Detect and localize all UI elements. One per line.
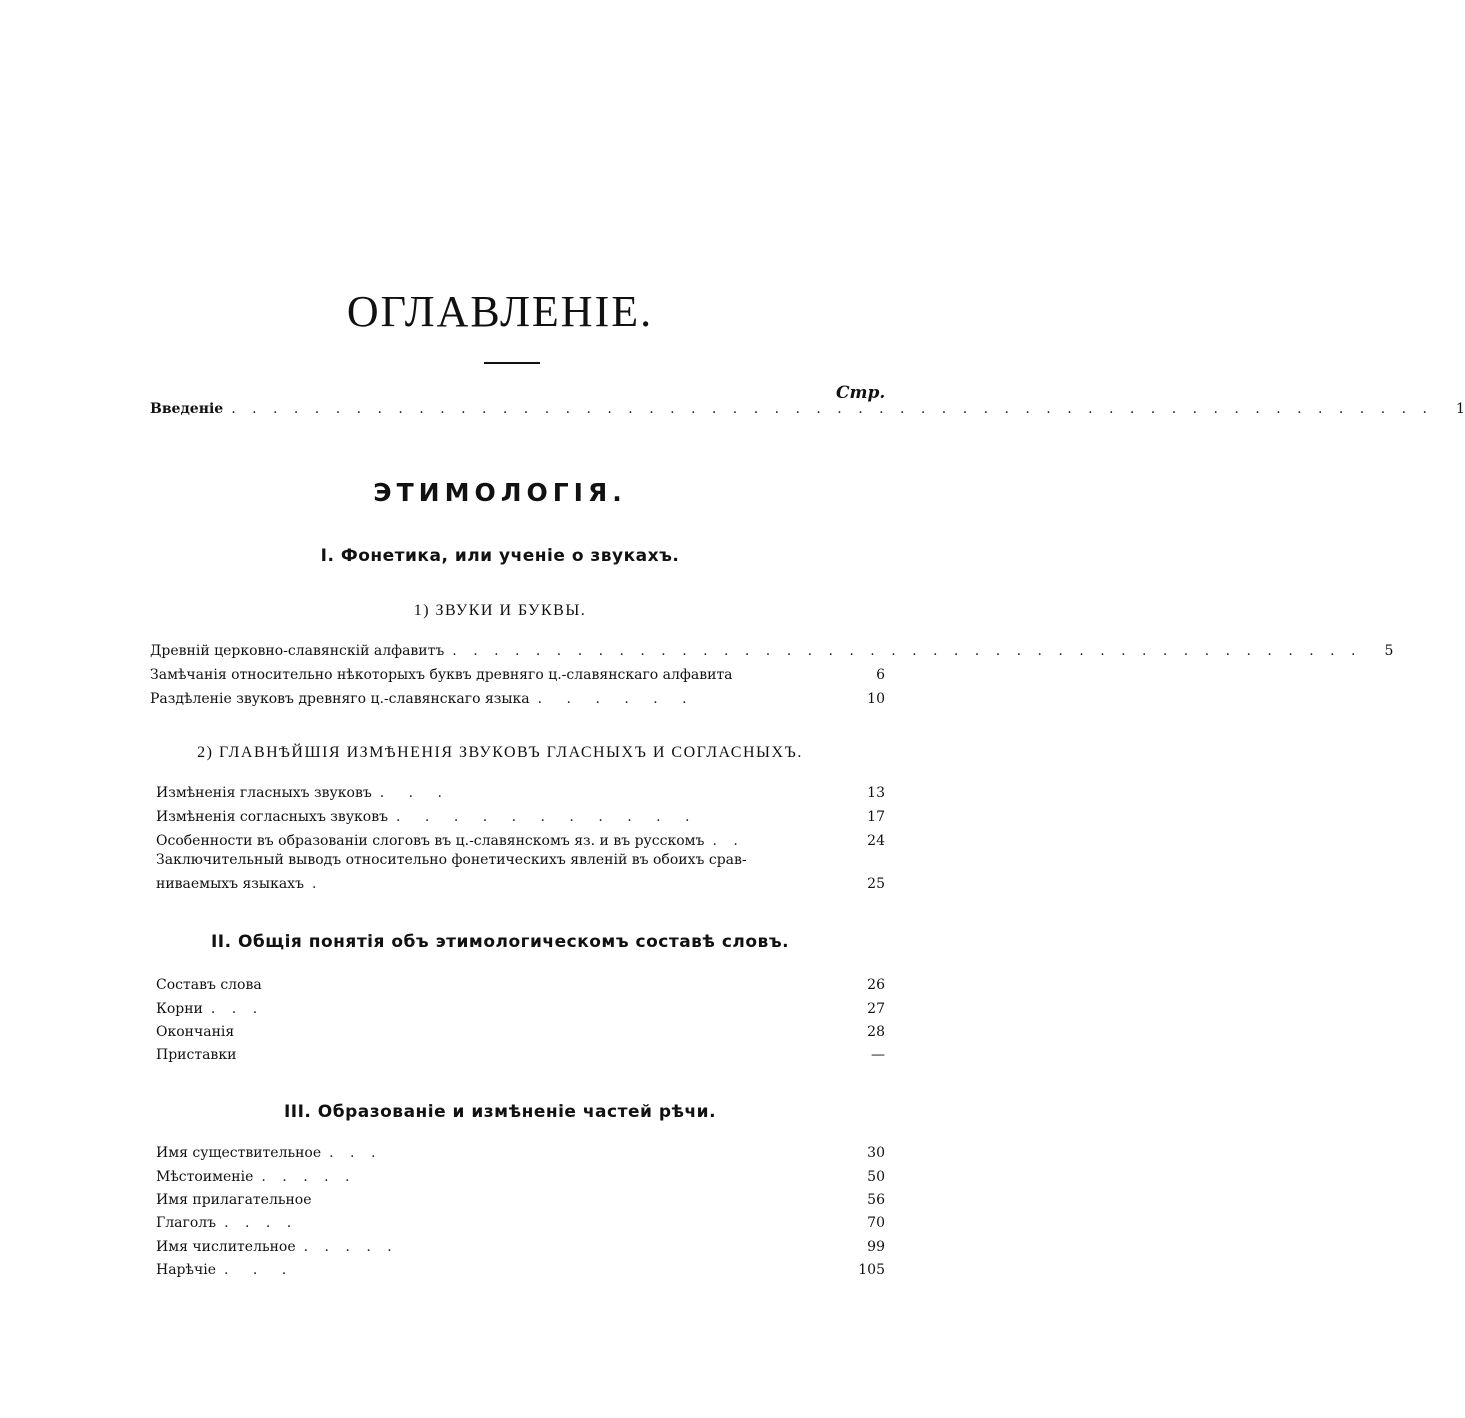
toc-entry-label: Измѣненія согласныхъ звуковъ: [156, 809, 389, 825]
toc-entry-page: 26: [867, 977, 885, 993]
toc-entry-page: 30: [867, 1145, 885, 1161]
toc-entry[interactable]: [150, 686, 885, 708]
toc-entry[interactable]: [156, 1210, 885, 1232]
toc-entry[interactable]: [156, 804, 885, 826]
toc-entry-label: Измѣненія гласныхъ звуковъ: [156, 785, 372, 801]
toc-entry-page: 13: [867, 785, 885, 801]
leader-dots: . . .: [223, 1262, 297, 1278]
toc-entry-page: 25: [867, 876, 885, 892]
toc-entry-page: 56: [867, 1192, 885, 1208]
toc-entry-page: 105: [858, 1262, 885, 1278]
toc-entry-intro[interactable]: [150, 396, 1465, 418]
toc-entry[interactable]: [156, 1257, 885, 1279]
subsection-title: 2) ГЛАВНѢЙШІЯ ИЗМѢНЕНІЯ ЗВУКОВЪ ГЛАСНЫХЪ И СОГЛАСНЫХЪ.: [197, 744, 803, 761]
toc-entry[interactable]: [150, 662, 885, 684]
leader-dots: . . . . . .: [537, 691, 697, 707]
leader-dots: . . . . . . . . . . . . . . . . . . . . . . . . . . . . . . . . . . . . . . . . . . . . . . . . . . . . . . . . . .: [231, 401, 1433, 417]
toc-entry[interactable]: [156, 828, 885, 850]
toc-entry[interactable]: [156, 1019, 885, 1041]
toc-entry[interactable]: [156, 1187, 885, 1209]
toc-entry-page: 6: [876, 667, 885, 683]
page-title: ОГЛАВЛЕНІЕ.: [346, 287, 654, 336]
toc-entry-page: —: [871, 1047, 885, 1063]
toc-entry-label: Глаголъ: [156, 1215, 217, 1231]
section-title: ЭТИМОЛОГІЯ.: [373, 478, 627, 507]
toc-entry-multiline[interactable]: [156, 848, 885, 896]
toc-entry-label: Особенности въ образованіи слоговъ въ ц.-славянскомъ яз. и въ русскомъ: [156, 833, 705, 849]
toc-entry-page: 17: [867, 809, 885, 825]
part-title: III. Образованіе и измѣненіе частей рѣчи.: [283, 1102, 717, 1122]
toc-entry[interactable]: [150, 638, 1394, 660]
toc-entry[interactable]: [156, 780, 885, 802]
toc-entry-label: Нарѣчіе: [156, 1262, 216, 1278]
leader-dots: . . .: [379, 785, 453, 801]
toc-entry-label: Окончанія: [156, 1024, 235, 1040]
leader-dots: . . .: [329, 1145, 382, 1161]
toc-entry[interactable]: [156, 1042, 885, 1064]
toc-entry-label: Имя существительное: [156, 1145, 322, 1161]
toc-entry-page: 27: [867, 1001, 885, 1017]
part-title: II. Общія понятія объ этимологическомъ составѣ словъ.: [210, 932, 790, 952]
toc-entry-label-line2: ниваемыхъ языкахъ: [156, 876, 304, 892]
toc-entry[interactable]: [156, 1234, 885, 1256]
part-title: I. Фонетика, или ученіе о звукахъ.: [320, 546, 680, 566]
leader-dots: . . . .: [224, 1215, 298, 1231]
toc-entry-label: Составъ слова: [156, 977, 262, 993]
toc-entry-page: 1: [1456, 401, 1465, 417]
toc-entry-label: Корни: [156, 1001, 203, 1017]
toc-entry-label: Имя числительное: [156, 1239, 296, 1255]
leader-dots: . .: [712, 833, 744, 849]
toc-entry-label: Раздѣленіе звуковъ древняго ц.-славянскаго языка: [150, 691, 530, 707]
leader-dots: . . . . .: [261, 1169, 356, 1185]
toc-entry-page: 99: [867, 1239, 885, 1255]
leader-dots: .: [311, 876, 323, 892]
toc-entry[interactable]: [156, 1164, 885, 1186]
toc-entry-label: Замѣчанія относительно нѣкоторыхъ буквъ древняго ц.-славянскаго алфавита: [150, 667, 733, 683]
toc-entry-page: 10: [867, 691, 885, 707]
leader-dots: . . . . .: [303, 1239, 398, 1255]
page-column-label: Стр.: [836, 383, 886, 403]
toc-entry-page: 5: [1384, 643, 1394, 659]
toc-entry-label: Имя прилагательное: [156, 1192, 312, 1208]
toc-entry-page: 28: [867, 1024, 885, 1040]
toc-entry-label: Приставки: [156, 1047, 237, 1063]
leader-dots: . . .: [210, 1001, 264, 1017]
toc-entry-label: Введеніе: [150, 401, 224, 417]
toc-entry-page: 70: [867, 1215, 885, 1231]
toc-entry-page: 24: [867, 833, 885, 849]
toc-entry-label: Мѣстоименіе: [156, 1169, 254, 1185]
subsection-title: 1) ЗВУКИ И БУКВЫ.: [413, 602, 587, 619]
toc-entry[interactable]: [156, 996, 885, 1018]
leader-dots: . . . . . . . . . . .: [396, 809, 700, 825]
toc-entry-label-line1: Заключительный выводъ относительно фонетическихъ явленій въ обоихъ срав-: [156, 852, 747, 868]
toc-entry[interactable]: [156, 972, 885, 994]
toc-entry[interactable]: [156, 1140, 885, 1162]
leader-dots: . . . . . . . . . . . . . . . . . . . . . . . . . . . . . . . . . . . . . . . . . . . .: [452, 643, 1362, 659]
toc-entry-page: 50: [867, 1169, 885, 1185]
title-rule: [484, 362, 540, 364]
toc-entry-label: Древній церковно-славянскій алфавитъ: [150, 643, 445, 659]
